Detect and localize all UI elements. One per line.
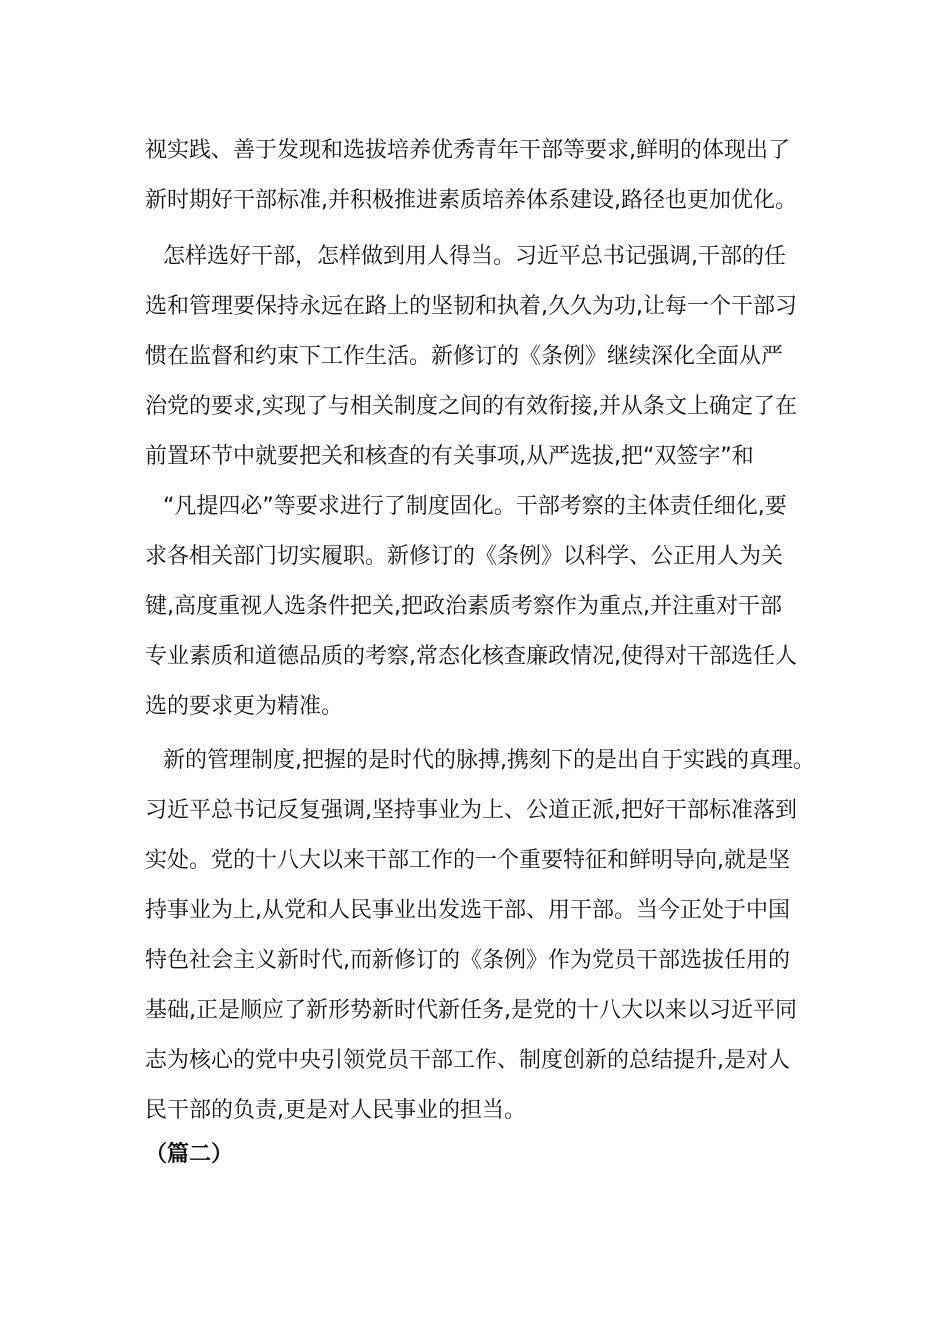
text-line: 惯在监督和约束下工作生活。新修订的《条例》继续深化全面从严 (145, 344, 784, 369)
text-line: 习近平总书记反复强调,坚持事业为上、公道正派,把好干部标准落到 (145, 798, 797, 823)
text-line: 新的管理制度,把握的是时代的脉搏,携刻下的是出自于实践的真理。 (163, 748, 815, 773)
text-line: 专业素质和道德品质的考察,常态化核查廉政情况,使得对干部选任人 (145, 644, 797, 669)
text-line: 求各相关部门切实履职。新修订的《条例》以科学、公正用人为关 (145, 544, 784, 569)
text-line: 键,高度重视人选条件把关,把政治素质考察作为重点,并注重对干部 (145, 594, 782, 619)
text-line: 视实践、善于发现和选拔培养优秀青年干部等要求,鲜明的体现出了 (145, 138, 790, 163)
text-line: 怎样选好干部，怎样做到用人得当。习近平总书记强调,干部的任 (163, 244, 786, 269)
text-line: 基础,正是顺应了新形势新时代新任务,是党的十八大以来以习近平同 (145, 998, 797, 1023)
text-line: 民干部的负责,更是对人民事业的担当。 (145, 1098, 526, 1123)
text-line: 特色社会主义新时代,而新修订的《条例》作为党员干部选拔任用的 (145, 948, 790, 973)
text-line: 治党的要求,实现了与相关制度之间的有效衔接,并从条文上确定了在 (145, 394, 797, 419)
text-line: 选和管理要保持永远在路上的坚韧和执着,久久为功,让每一个干部习 (145, 294, 797, 319)
text-line: 新时期好干部标准,并积极推进素质培养体系建设,路径也更加优化。 (145, 188, 797, 213)
text-line: 持事业为上,从党和人民事业出发选干部、用干部。当今正处于中国 (145, 898, 790, 923)
text-line: 志为核心的党中央引领党员干部工作、制度创新的总结提升,是对人 (145, 1048, 790, 1073)
text-line: 选的要求更为精准。 (145, 694, 344, 719)
text-line: “凡提四必”等要求进行了制度固化。干部考察的主体责任细化,要 (163, 494, 787, 519)
section-heading: （篇二） (145, 1142, 234, 1167)
text-line: 前置环节中就要把关和核查的有关事项,从严选拔,把“双签字”和 (145, 444, 754, 469)
text-line: 实处。党的十八大以来干部工作的一个重要特征和鲜明导向,就是坚 (145, 848, 790, 873)
